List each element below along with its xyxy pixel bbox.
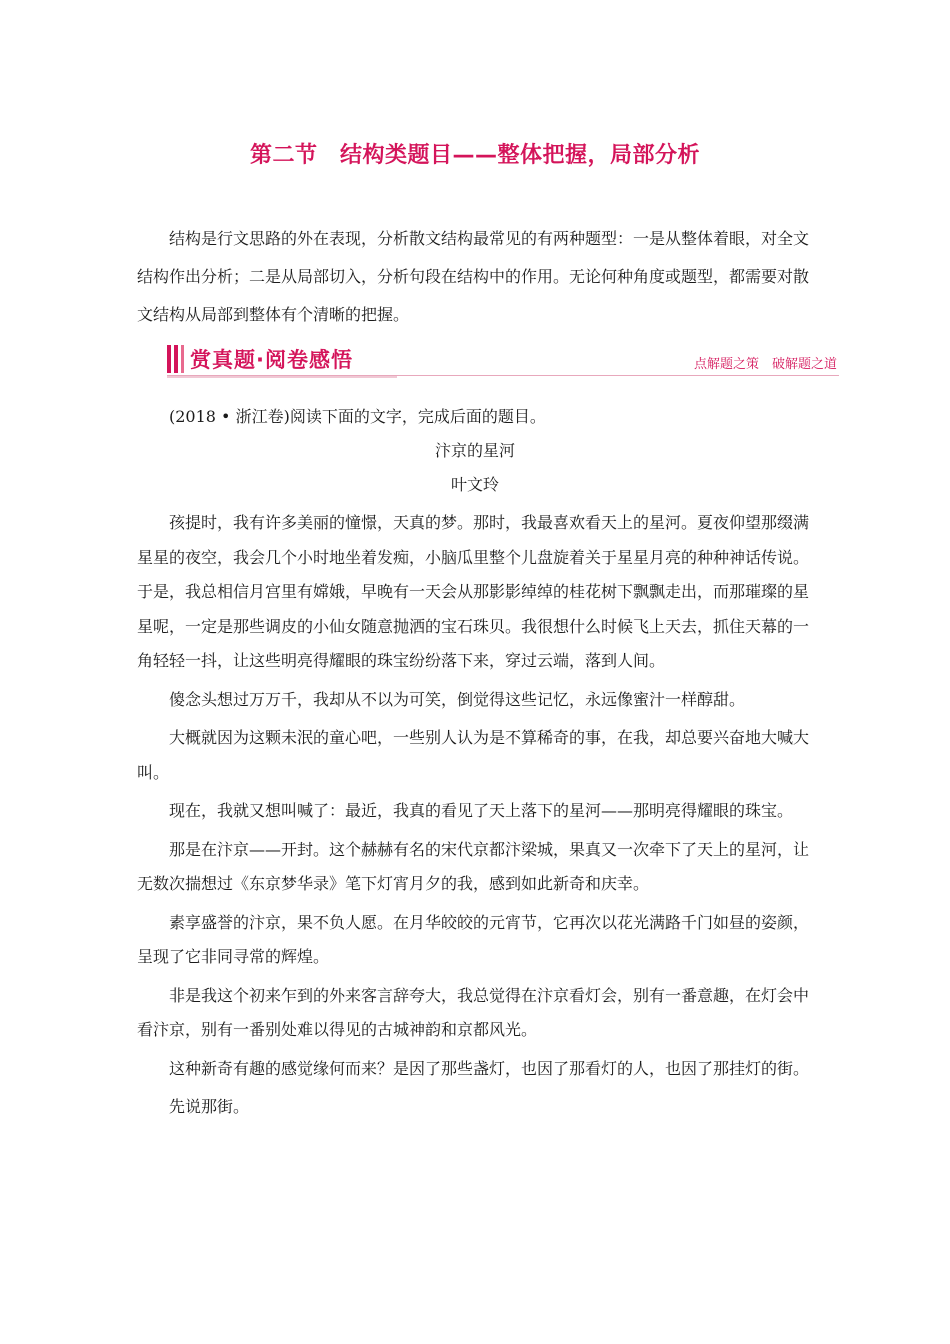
section-title: 第二节 结构类题目——整体把握，局部分析 <box>249 143 700 168</box>
intro-block <box>137 220 813 334</box>
reading-passage <box>137 400 813 1125</box>
banner-bar <box>174 345 178 373</box>
article-paragraph: 素享盛誉的汴京，果不负人愿。在月华皎皎的元宵节，它再次以花光满路千门如昼的姿颜，呈现了它非同寻常的辉煌。 <box>137 912 810 966</box>
article-paragraph: 大概就因为这颗未泯的童心吧，一些别人认为是不算稀奇的事，在我，却总要兴奋地大喊大叫。 <box>137 728 810 782</box>
article-author: 叶文玲 <box>450 475 499 494</box>
article-paragraph: 孩提时，我有许多美丽的憧憬，天真的梦。那时，我最喜欢看天上的星河。夏夜仰望那缀满星星的夜空，我会几个小时地坐着发痴，小脑瓜里整个儿盘旋着关于星星月亮的种种神话传说。于是，我总相信月宫里有嫦娥，早晚有一天会从那影影绰绰的桂花树下飘飘走出，而那璀璨的星星呢，一定是那些调皮的小仙女随意抛洒的宝石珠贝。我很想什么时候飞上天去，抓住天幕的一角轻轻一抖，让这些明亮得耀眼的珠宝纷纷落下来，穿过云端，落到人间。 <box>137 513 810 670</box>
article-paragraph: 非是我这个初来乍到的外来客言辞夸大，我总觉得在汴京看灯会，别有一番意趣，在灯会中看汴京，别有一番别处难以得见的古城神韵和京都风光。 <box>137 985 810 1039</box>
banner-tagline: 点解题之策 破解题之道 <box>693 357 837 372</box>
article-paragraph: 先说那街。 <box>169 1097 250 1116</box>
intro-paragraph: 结构是行文思路的外在表现，分析散文结构最常见的有两种题型：一是从整体着眼，对全文结构作出分析；二是从局部切入，分析句段在结构中的作用。无论何种角度或题型，都需要对散文结构从局部到整体有个清晰的把握。 <box>137 229 810 324</box>
question-source: (2018 • 浙江卷)阅读下面的文字，完成后面的题目。 <box>169 407 546 426</box>
article-paragraph: 现在，我就又想叫喊了：最近，我真的看见了天上落下的星河——那明亮得耀眼的珠宝。 <box>169 801 794 820</box>
banner-title: 赏真题·阅卷感悟 <box>190 348 353 372</box>
banner-bars-decoration <box>167 345 187 373</box>
banner-bar <box>181 345 184 373</box>
article-paragraph: 这种新奇有趣的感觉缘何而来？是因了那些盏灯，也因了那看灯的人，也因了那挂灯的街。 <box>169 1058 810 1078</box>
banner-bar <box>167 345 171 373</box>
article-paragraph: 傻念头想过万万千，我却从不以为可笑，倒觉得这些记忆，永远像蜜汁一样醇甜。 <box>169 689 746 709</box>
article-title: 汴京的星河 <box>434 441 515 460</box>
section-banner <box>167 344 839 376</box>
banner-underline-accent <box>167 376 397 378</box>
article-paragraph: 那是在汴京——开封。这个赫赫有名的宋代京都汴梁城，果真又一次牵下了天上的星河，让无数次揣想过《东京梦华录》笔下灯宵月夕的我，感到如此新奇和庆幸。 <box>137 839 810 893</box>
